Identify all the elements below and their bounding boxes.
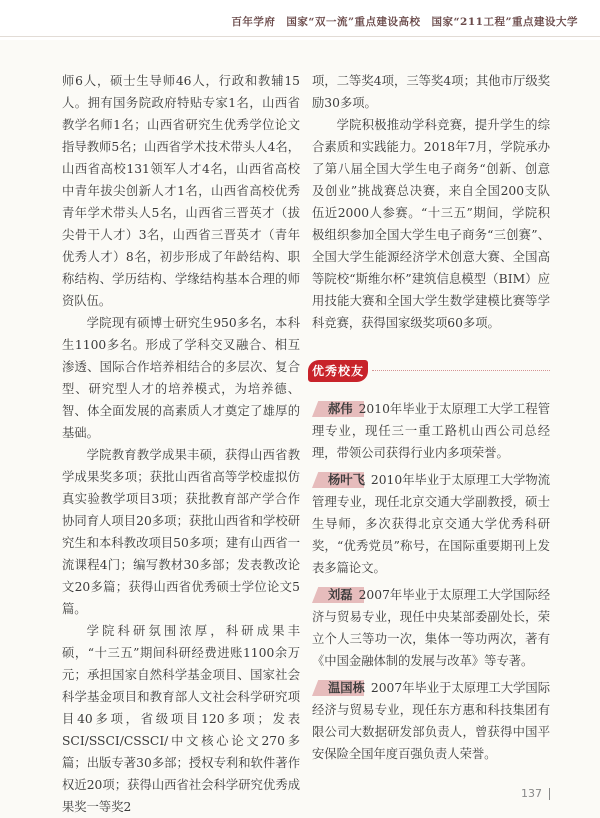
alumni-name: 杨叶飞 xyxy=(312,469,371,491)
page-number-rule xyxy=(549,788,550,800)
paragraph: 师6人，硕士生导师46人，行政和教辅15人。拥有国务院政府特贴专家1名，山西省教学名师1名；山西省研究生优秀学位论文指导教师5名；山西省学术技术带头人4名，山西省高校131领军人才4名，山西省高校中青年拔尖创新人才1名，山西省高校优秀青年学术带头人5名，山西省三晋英才（拔尖骨干人才）3名，山西省三晋英才（青年优秀人才）8名，初步形成了年龄结构、职称结构、学历结构、学缘结构基本合理的师资队伍。 xyxy=(62,74,300,308)
alumni-name: 温国栋 xyxy=(312,677,371,699)
paragraph: 学院积极推动学科竞赛，提升学生的综合素质和实践能力。2018年7月，学院承办了第八届全国大学生电子商务“创新、创意及创业”挑战赛总决赛，来自全国200支队伍近2000人参赛。“十三五”期间，学院积极组织参加全国大学生电子商务“三创赛”、全国大学生能源经济学术创意大赛、全国高等院校“斯维尔杯”建筑信息模型（BIM）应用技能大赛和全国大学生数学建模比赛等学科竞赛，获得国家级奖项60多项。 xyxy=(312,118,550,330)
alumni-entry xyxy=(312,398,550,464)
paragraph: 项，二等奖4项，三等奖4项；其他市厅级奖励30多项。 xyxy=(312,74,550,110)
alumni-entry xyxy=(312,584,550,672)
running-header xyxy=(0,0,600,40)
alumni-text: 2007年毕业于太原理工大学国际经济与贸易专业，现任东方惠和科技集团有限公司大数据研发部负责人，曾获得中国平安保险全国年度百强负责人荣誉。 xyxy=(312,681,550,761)
dotted-divider xyxy=(372,370,550,371)
left-column xyxy=(62,70,300,818)
alumni-text: 2010年毕业于太原理工大学物流管理专业，现任北京交通大学副教授，硕士生导师，多次获得北京交通大学优秀科研奖，“优秀党员”称号，在国际重要期刊上发表多篇论文。 xyxy=(312,473,550,575)
alumni-text: 2007年毕业于太原理工大学国际经济与贸易专业，现任中央某部委副处长，荣立个人三等功一次，集体一等功两次，著有《中国金融体制的发展与改革》等专著。 xyxy=(312,588,550,668)
page-number: 137 xyxy=(521,787,542,800)
paragraph: 学院科研氛围浓厚，科研成果丰硕，“十三五”期间科研经费进账1100余万元；承担国家自然科学基金项目、国家社会科学基金项目和教育部人文社会科学研究项目40多项，省级项目120多项；发表SCI/SSCI/CSSCI/中文核心论文270多篇；出版专著30多部；授权专利和软件著作权近20项；获得山西省社会科学研究优秀成果奖一等奖2 xyxy=(62,624,300,814)
paragraph: 学院现有硕博士研究生950多名，本科生1100多名。形成了学科交叉融合、相互渗透、国际合作培养相结合的多层次、复合型、研究型人才的培养模式，为培养德、智、体全面发展的高素质人才奠定了雄厚的基础。 xyxy=(62,316,300,440)
section-header xyxy=(308,356,550,386)
alumni-entry xyxy=(312,469,550,579)
right-column xyxy=(312,70,550,770)
paragraph: 学院教育教学成果丰硕，获得山西省教学成果奖多项；获批山西省高等学校虚拟仿真实验教学项目3项；获批教育部产学合作协同育人项目20多项；获批山西省和学校研究生和本科教改项目50多项；建有山西省一流课程4门；编写教材30多部；发表教改论文20多篇；获得山西省优秀硕士学位论文5篇。 xyxy=(62,448,300,616)
alumni-name: 刘磊 xyxy=(312,584,359,606)
header-title: 百年学府 国家“双一流”重点建设高校 国家“211工程”重点建设大学 xyxy=(231,16,578,28)
alumni-name: 郝伟 xyxy=(312,398,359,420)
alumni-entry xyxy=(312,677,550,765)
header-divider xyxy=(0,36,600,37)
section-badge: 优秀校友 xyxy=(308,360,368,382)
alumni-text: 2010年毕业于太原理工大学工程管理专业，现任三一重工路机山西公司总经理，带领公司获得行业内多项荣誉。 xyxy=(312,402,550,460)
